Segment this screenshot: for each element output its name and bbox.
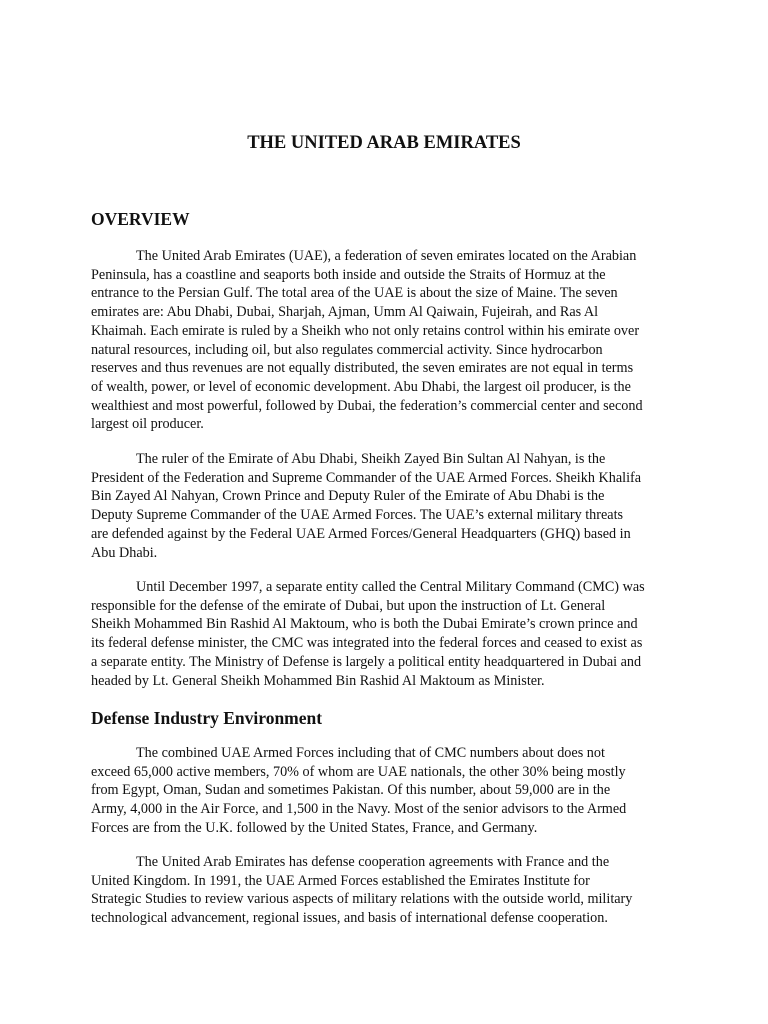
text-line: wealthiest and most powerful, followed by Dubai, the federation’s commercial center and second [91, 397, 643, 414]
text-line: Abu Dhabi. [91, 544, 158, 561]
paragraph-overview-2 [91, 450, 691, 562]
text-line: technological advancement, regional issues, and basis of international defense cooperation. [91, 910, 608, 927]
text-line: its federal defense minister, the CMC was integrated into the federal forces and ceased to exist as [91, 635, 643, 652]
text-line: Deputy Supreme Commander of the UAE Armed Forces. The UAE’s external military threats [91, 507, 624, 524]
text-line: from Egypt, Oman, Sudan and sometimes Pakistan. Of this number, about 59,000 are in the [91, 782, 611, 799]
text-line: of wealth, power, or level of economic development. Abu Dhabi, the largest oil producer, is the [91, 378, 631, 395]
document-title: THE UNITED ARAB EMIRATES [247, 133, 521, 153]
text-line: Forces are from the U.K. followed by the United States, France, and Germany. [91, 819, 538, 836]
text-line: a separate entity. The Ministry of Defense is largely a political entity headquartered in Dubai and [91, 653, 642, 670]
text-line: United Kingdom. In 1991, the UAE Armed Forces established the Emirates Institute for [91, 872, 590, 889]
paragraph-defense-1 [91, 744, 691, 838]
text-line: President of the Federation and Supreme Commander of the UAE Armed Forces. Sheikh Khalifa [91, 469, 642, 486]
text-line: responsible for the defense of the emirate of Dubai, but upon the instruction of Lt. General [91, 597, 606, 614]
text-line: Army, 4,000 in the Air Force, and 1,500 in the Navy. Most of the senior advisors to the Armed [91, 801, 627, 818]
text-line: Until December 1997, a separate entity called the Central Military Command (CMC) was [136, 579, 645, 595]
overview-heading: OVERVIEW [91, 209, 190, 229]
text-line: emirates are: Abu Dhabi, Dubai, Sharjah, Ajman, Umm Al Qaiwain, Fujeirah, and Ras Al [91, 304, 599, 321]
paragraph-defense-2 [91, 853, 691, 928]
text-line: largest oil producer. [91, 416, 204, 433]
text-line: headed by Lt. General Sheikh Mohammed Bin Rashid Al Maktoum as Minister. [91, 672, 545, 689]
text-line: reserves and thus revenues are not equally distributed, the seven emirates are not equal in terms [91, 360, 634, 377]
text-line: The combined UAE Armed Forces including that of CMC numbers about does not [136, 745, 605, 761]
text-line: The United Arab Emirates (UAE), a federation of seven emirates located on the Arabian [136, 248, 637, 264]
text-line: Sheikh Mohammed Bin Rashid Al Maktoum, who is both the Dubai Emirate’s crown prince and [91, 616, 638, 633]
text-line: Strategic Studies to review various aspects of military relations with the outside world, military [91, 891, 633, 908]
text-line: Peninsula, has a coastline and seaports both inside and outside the Straits of Hormuz at the [91, 266, 606, 283]
text-line: Khaimah. Each emirate is ruled by a Sheikh who not only retains control within his emirate over [91, 322, 640, 339]
text-line: entrance to the Persian Gulf. The total area of the UAE is about the size of Maine. The seven [91, 285, 618, 302]
defense-industry-heading: Defense Industry Environment [91, 708, 323, 728]
text-line: natural resources, including oil, but also regulates commercial activity. Since hydrocarbon [91, 341, 603, 358]
paragraph-overview-1 [91, 247, 691, 434]
paragraph-overview-3 [91, 578, 691, 690]
text-line: are defended against by the Federal UAE Armed Forces/General Headquarters (GHQ) based in [91, 525, 631, 542]
text-line: Bin Zayed Al Nahyan, Crown Prince and Deputy Ruler of the Emirate of Abu Dhabi is the [91, 488, 605, 505]
text-line: The United Arab Emirates has defense cooperation agreements with France and the [136, 854, 610, 870]
text-line: The ruler of the Emirate of Abu Dhabi, Sheikh Zayed Bin Sultan Al Nahyan, is the [136, 451, 606, 467]
text-line: exceed 65,000 active members, 70% of whom are UAE nationals, the other 30% being mostly [91, 763, 626, 780]
